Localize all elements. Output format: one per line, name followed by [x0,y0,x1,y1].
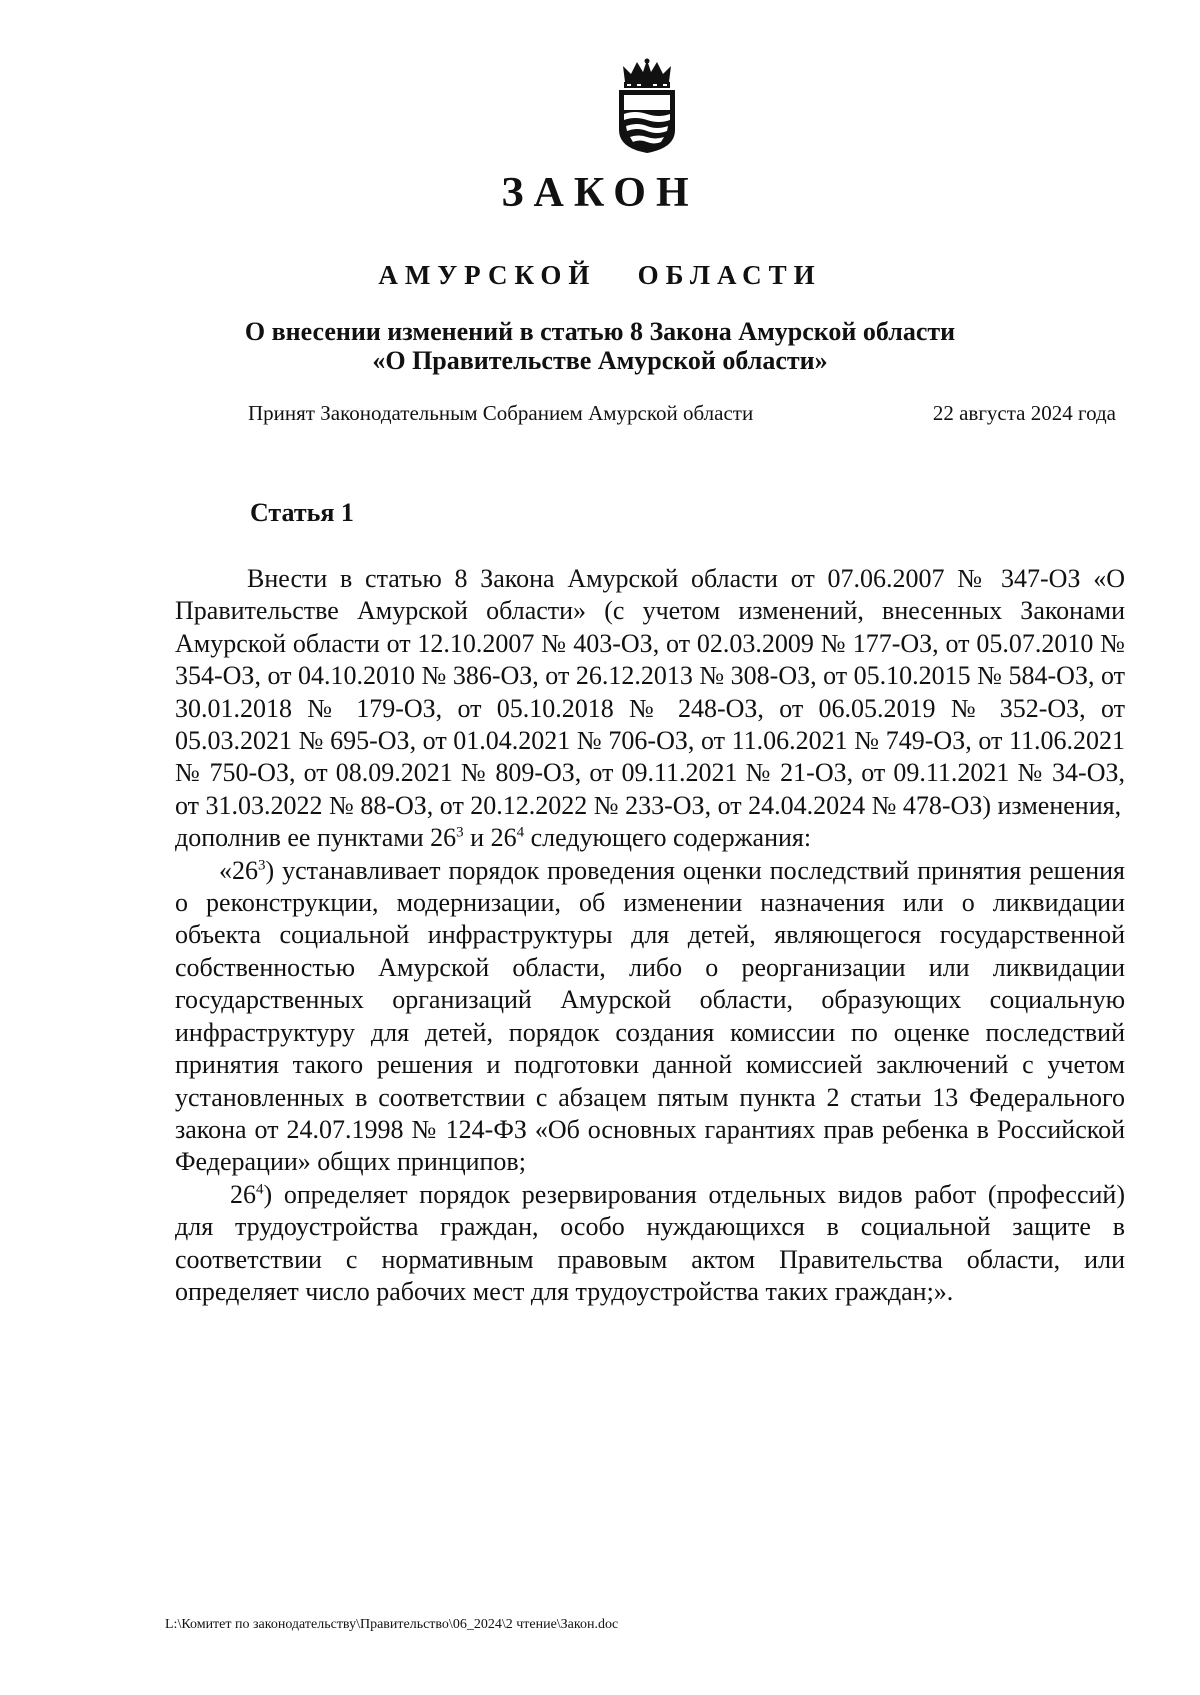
law-subject-line-1: О внесении изменений в статью 8 Закона Амурской области [244,317,956,346]
item-26-4-text: ) определяет порядок резервирования отдельных видов работ (профессий) для трудоустройства граждан, особо нуждающихся в социальной защите в соответствии с нормативным правовым актом Правительства области, или определяет число рабочих мест для трудоустройства таких граждан;». [175,1179,1125,1306]
article-heading: Статья 1 [250,498,354,527]
footer-file-path: L:\Комитет по законодательству\Правительство\06_2024\2 чтение\Закон.doc [165,1617,619,1632]
item-26-3-paragraph: «$26^3$) устанавливает порядок проведения оценки последствий принятия решения о реконструкции, модернизации, об изменении назначения или о ликвидации объекта социальной инфраструктуры для детей, являющегося государственной собственностью Амурской области, либо о реорганизации или ликвидации государственных организаций Амурской области, образующих социальную инфраструктуру для детей, порядок создания комиссии по оценке последствий принятия такого решения и подготовки данной комиссией заключений с учетом установленных в соответствии с абзацем пятым пункта 2 статьи 13 Федерального закона от 24.07.1998 № 124-ФЗ «Об основных гарантиях прав ребенка в Российской Федерации» общих принципов; [175,855,1125,1177]
adopted-date: 22 августа 2024 года [932,401,1116,425]
article-intro-tail: дополнив ее пунктами $26^3$ и $26^4$ следующего содержания: [175,823,812,853]
article-intro-text: Внести в статью 8 Закона Амурской области от 07.06.2007 № 347-ОЗ «О Правительстве Амурской области» (с учетом изменений, внесенных Законами Амурской области от 12.10.2007 № 403-ОЗ, от 02.03.2009 № 177-ОЗ, от 05.07.2010 № 354-ОЗ, от 04.10.2010 № 386-ОЗ, от 26.12.2013 № 308-ОЗ, от 05.10.2015 № 584-ОЗ, от 30.01.2018 № 179-ОЗ, от 05.10.2018 № 248-ОЗ, от 06.05.2019 № 352-ОЗ, от 05.03.2021 № 695-ОЗ, от 01.04.2021 № 706-ОЗ, от 11.06.2021 № 749-ОЗ, от 11.06.2021 № 750-ОЗ, от 08.09.2021 № 809-ОЗ, от 09.11.2021 № 21-ОЗ, от 09.11.2021 № 34-ОЗ, от 31.03.2022 № 88-ОЗ, от 20.12.2022 № 233-ОЗ, от 24.04.2024 № 478-ОЗ) изменения, [175,564,1125,820]
article-body [175,563,1125,1308]
coat-of-arms-icon [613,58,681,154]
law-subject [0,317,1200,375]
region-title: АМУРСКОЙ ОБЛАСТИ [378,260,822,290]
adoption-info [248,403,1116,424]
document-title: ЗАКОН [501,170,699,216]
law-subject-line-2: «О Правительстве Амурской области» [372,346,828,375]
adopted-by: Принят Законодательным Собранием Амурской области [248,401,754,425]
article-intro-paragraph [175,563,1125,822]
item-26-4-paragraph: $26^4$) определяет порядок резервирования отдельных видов работ (профессий) для трудоустройства граждан, особо нуждающихся в социальной защите в соответствии с нормативным правовым актом Правительства области, или определяет число рабочих мест для трудоустройства таких граждан;». [175,1179,1125,1306]
item-26-3-text: ) устанавливает порядок проведения оценки последствий принятия решения о реконструкции, модернизации, об изменении назначения или о ликвидации объекта социальной инфраструктуры для детей, являющегося государственной собственностью Амурской области, либо о реорганизации или ликвидации государственных организаций Амурской области, образующих социальную инфраструктуру для детей, порядок создания комиссии по оценке последствий принятия такого решения и подготовки данной комиссией заключений с учетом установленных в соответствии с абзацем пятым пункта 2 статьи 13 Федерального закона от 24.07.1998 № 124-ФЗ «Об основных гарантиях прав ребенка в Российской Федерации» общих принципов; [175,855,1125,1177]
